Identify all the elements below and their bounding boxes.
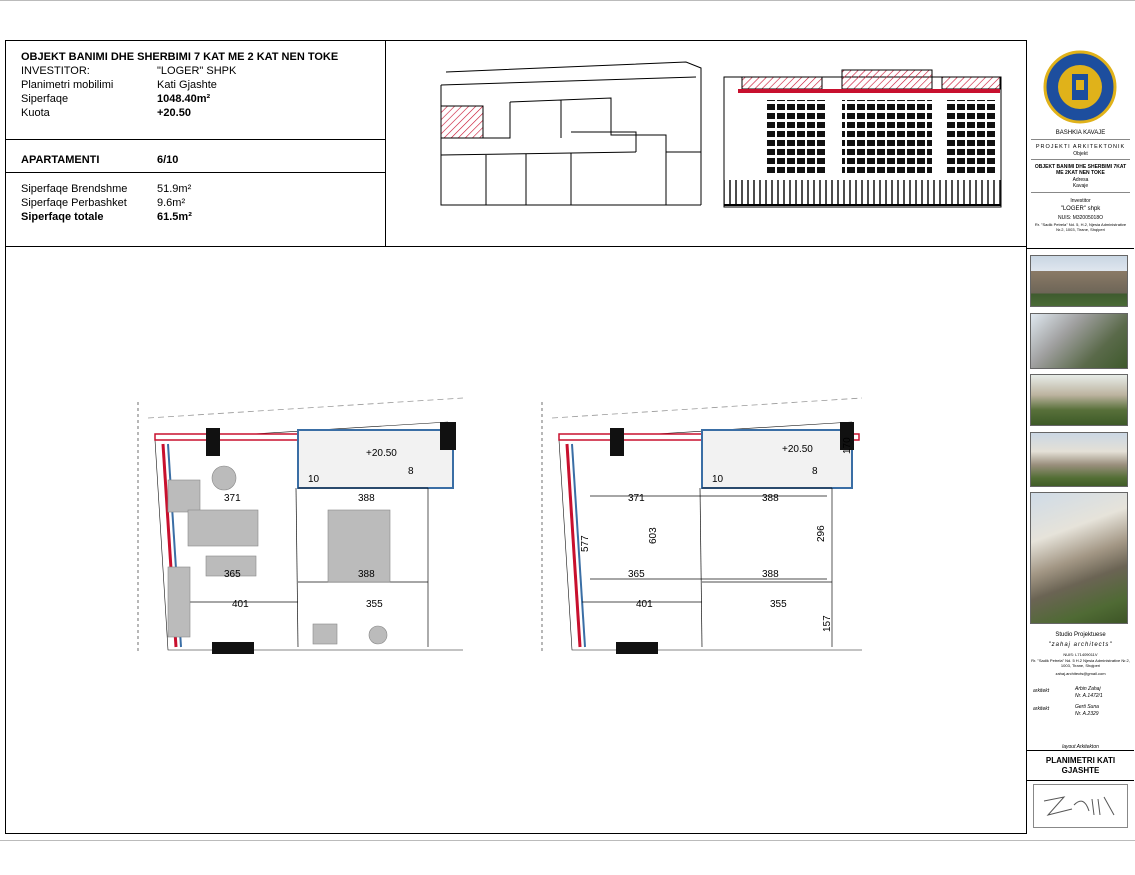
area-value-common: 9.6m² bbox=[157, 197, 186, 209]
municipality-seal bbox=[1043, 50, 1117, 124]
dimension: 355 bbox=[366, 599, 383, 610]
architect-role: arkitekt bbox=[1033, 706, 1050, 712]
dimension: 388 bbox=[762, 569, 779, 580]
project-address-label: Adresa bbox=[1072, 177, 1089, 183]
sheet-title: PLANIMETRI KATI GJASHTE bbox=[1045, 756, 1116, 775]
architect-license: Nr. A.2329 bbox=[1075, 711, 1099, 717]
info-label-level: Kuota bbox=[21, 107, 50, 119]
dimension: 577 bbox=[580, 535, 591, 552]
furnished-floor-plan bbox=[128, 392, 468, 682]
dimension: 10 bbox=[712, 474, 724, 485]
balcony bbox=[702, 430, 852, 488]
key-plan-drawing bbox=[386, 40, 1026, 247]
column bbox=[206, 428, 220, 456]
divider bbox=[1031, 192, 1130, 193]
divider bbox=[1027, 780, 1134, 781]
org-name: BASHKIA KAVAJE bbox=[1055, 130, 1106, 136]
architect-name: Arbin Zahaj bbox=[1075, 686, 1101, 692]
area-label-internal: Siperfaqe Brendshme bbox=[21, 183, 128, 195]
dimension: 401 bbox=[636, 599, 653, 610]
apartment-label: APARTAMENTI bbox=[21, 154, 100, 166]
dimension: 355 bbox=[770, 599, 787, 610]
studio-email: zahaj.architects@gmail.com bbox=[1055, 671, 1106, 676]
level-label: +20.50 bbox=[366, 448, 397, 459]
area-label-total: Siperfaqe totale bbox=[21, 211, 104, 223]
dimension: 371 bbox=[224, 493, 241, 504]
render-photo bbox=[1030, 432, 1128, 487]
info-label-investor: INVESTITOR: bbox=[21, 65, 90, 77]
studio-name: "zahaj architects" bbox=[1048, 642, 1113, 648]
dimension: 8 bbox=[812, 466, 818, 477]
info-value-investor: "LOGER" SHPK bbox=[157, 65, 237, 77]
layout-label: layout Arkitekton bbox=[1062, 744, 1099, 750]
render-photo bbox=[1030, 255, 1128, 307]
render-photo bbox=[1030, 374, 1128, 426]
investor-label: Investitor bbox=[1070, 198, 1091, 204]
signature-box bbox=[1033, 784, 1128, 828]
divider bbox=[1027, 750, 1134, 751]
level-label: +20.50 bbox=[782, 444, 813, 455]
section-label: PROJEKTI ARKITEKTONIK bbox=[1035, 144, 1126, 150]
studio-label: Studio Projektuese bbox=[1055, 632, 1106, 638]
column bbox=[616, 642, 658, 654]
render-photo bbox=[1030, 492, 1128, 624]
apartment-number: 6/10 bbox=[157, 154, 179, 166]
dimension: 365 bbox=[224, 569, 241, 580]
architect-license: Nr. A.1472/1 bbox=[1075, 693, 1103, 699]
dimension: 170 bbox=[842, 437, 853, 454]
dimension: 365 bbox=[628, 569, 645, 580]
furniture bbox=[168, 466, 390, 644]
column bbox=[212, 642, 254, 654]
divider bbox=[1031, 139, 1130, 140]
investor-address: Rr. "Sadik Petrela" Nd. 5, H.2, Njesia Administrative Nr.2, 1003, Tirane, Shqiperi bbox=[1034, 222, 1127, 232]
column bbox=[440, 422, 456, 450]
project-info-panel bbox=[5, 40, 386, 247]
signature-image bbox=[1034, 785, 1127, 827]
balcony bbox=[298, 430, 453, 488]
studio-address: Rr. "Sadik Petrela" Nd. 5 H.2 Njesia Administrative Nr.2, 1003, Tirane, Shqiperi bbox=[1031, 658, 1130, 668]
divider bbox=[1031, 159, 1130, 160]
info-label-area: Siperfaqe bbox=[21, 93, 69, 105]
architect-name: Gerti Suna bbox=[1075, 704, 1099, 710]
dimension: 371 bbox=[628, 493, 645, 504]
dimension: 388 bbox=[762, 493, 779, 504]
column bbox=[610, 428, 624, 456]
project-address: Kavaje bbox=[1072, 183, 1089, 189]
dimension: 157 bbox=[822, 615, 833, 632]
investor-name: "LOGER" shpk bbox=[1060, 206, 1101, 212]
dimension-floor-plan bbox=[532, 392, 867, 682]
architect-role: arkitekt bbox=[1033, 688, 1050, 694]
area-value-internal: 51.9m² bbox=[157, 183, 192, 195]
divider bbox=[5, 139, 385, 140]
divider bbox=[5, 172, 385, 173]
area-label-common: Siperfaqe Perbashket bbox=[21, 197, 127, 209]
dimension: 296 bbox=[816, 525, 827, 542]
project-title-small: OBJEKT BANIMI DHE SHERBIMI 7KAT ME 2KAT NEN TOKE bbox=[1034, 164, 1127, 176]
info-label-plan: Planimetri mobilimi bbox=[21, 79, 114, 91]
info-value-plan: Kati Gjashte bbox=[157, 79, 217, 91]
info-value-level: +20.50 bbox=[157, 107, 191, 119]
divider bbox=[1027, 248, 1134, 249]
area-value-total: 61.5m² bbox=[157, 211, 192, 223]
dimension: 388 bbox=[358, 569, 375, 580]
dimension: 388 bbox=[358, 493, 375, 504]
studio-nipt: NUIS: L71409011V bbox=[1063, 652, 1098, 657]
dimension: 10 bbox=[308, 474, 320, 485]
investor-nipt: NUIS: M32005018O bbox=[1057, 215, 1104, 221]
project-title: OBJEKT BANIMI DHE SHERBIMI 7 KAT ME 2 KAT NEN TOKE bbox=[21, 51, 339, 63]
info-value-area: 1048.40m² bbox=[157, 93, 211, 105]
render-photo bbox=[1030, 313, 1128, 369]
dimension: 8 bbox=[408, 466, 414, 477]
dimension: 603 bbox=[648, 527, 659, 544]
section-sub: Objekt bbox=[1073, 151, 1088, 157]
key-plan-panel bbox=[386, 40, 1026, 247]
dimension: 401 bbox=[232, 599, 249, 610]
